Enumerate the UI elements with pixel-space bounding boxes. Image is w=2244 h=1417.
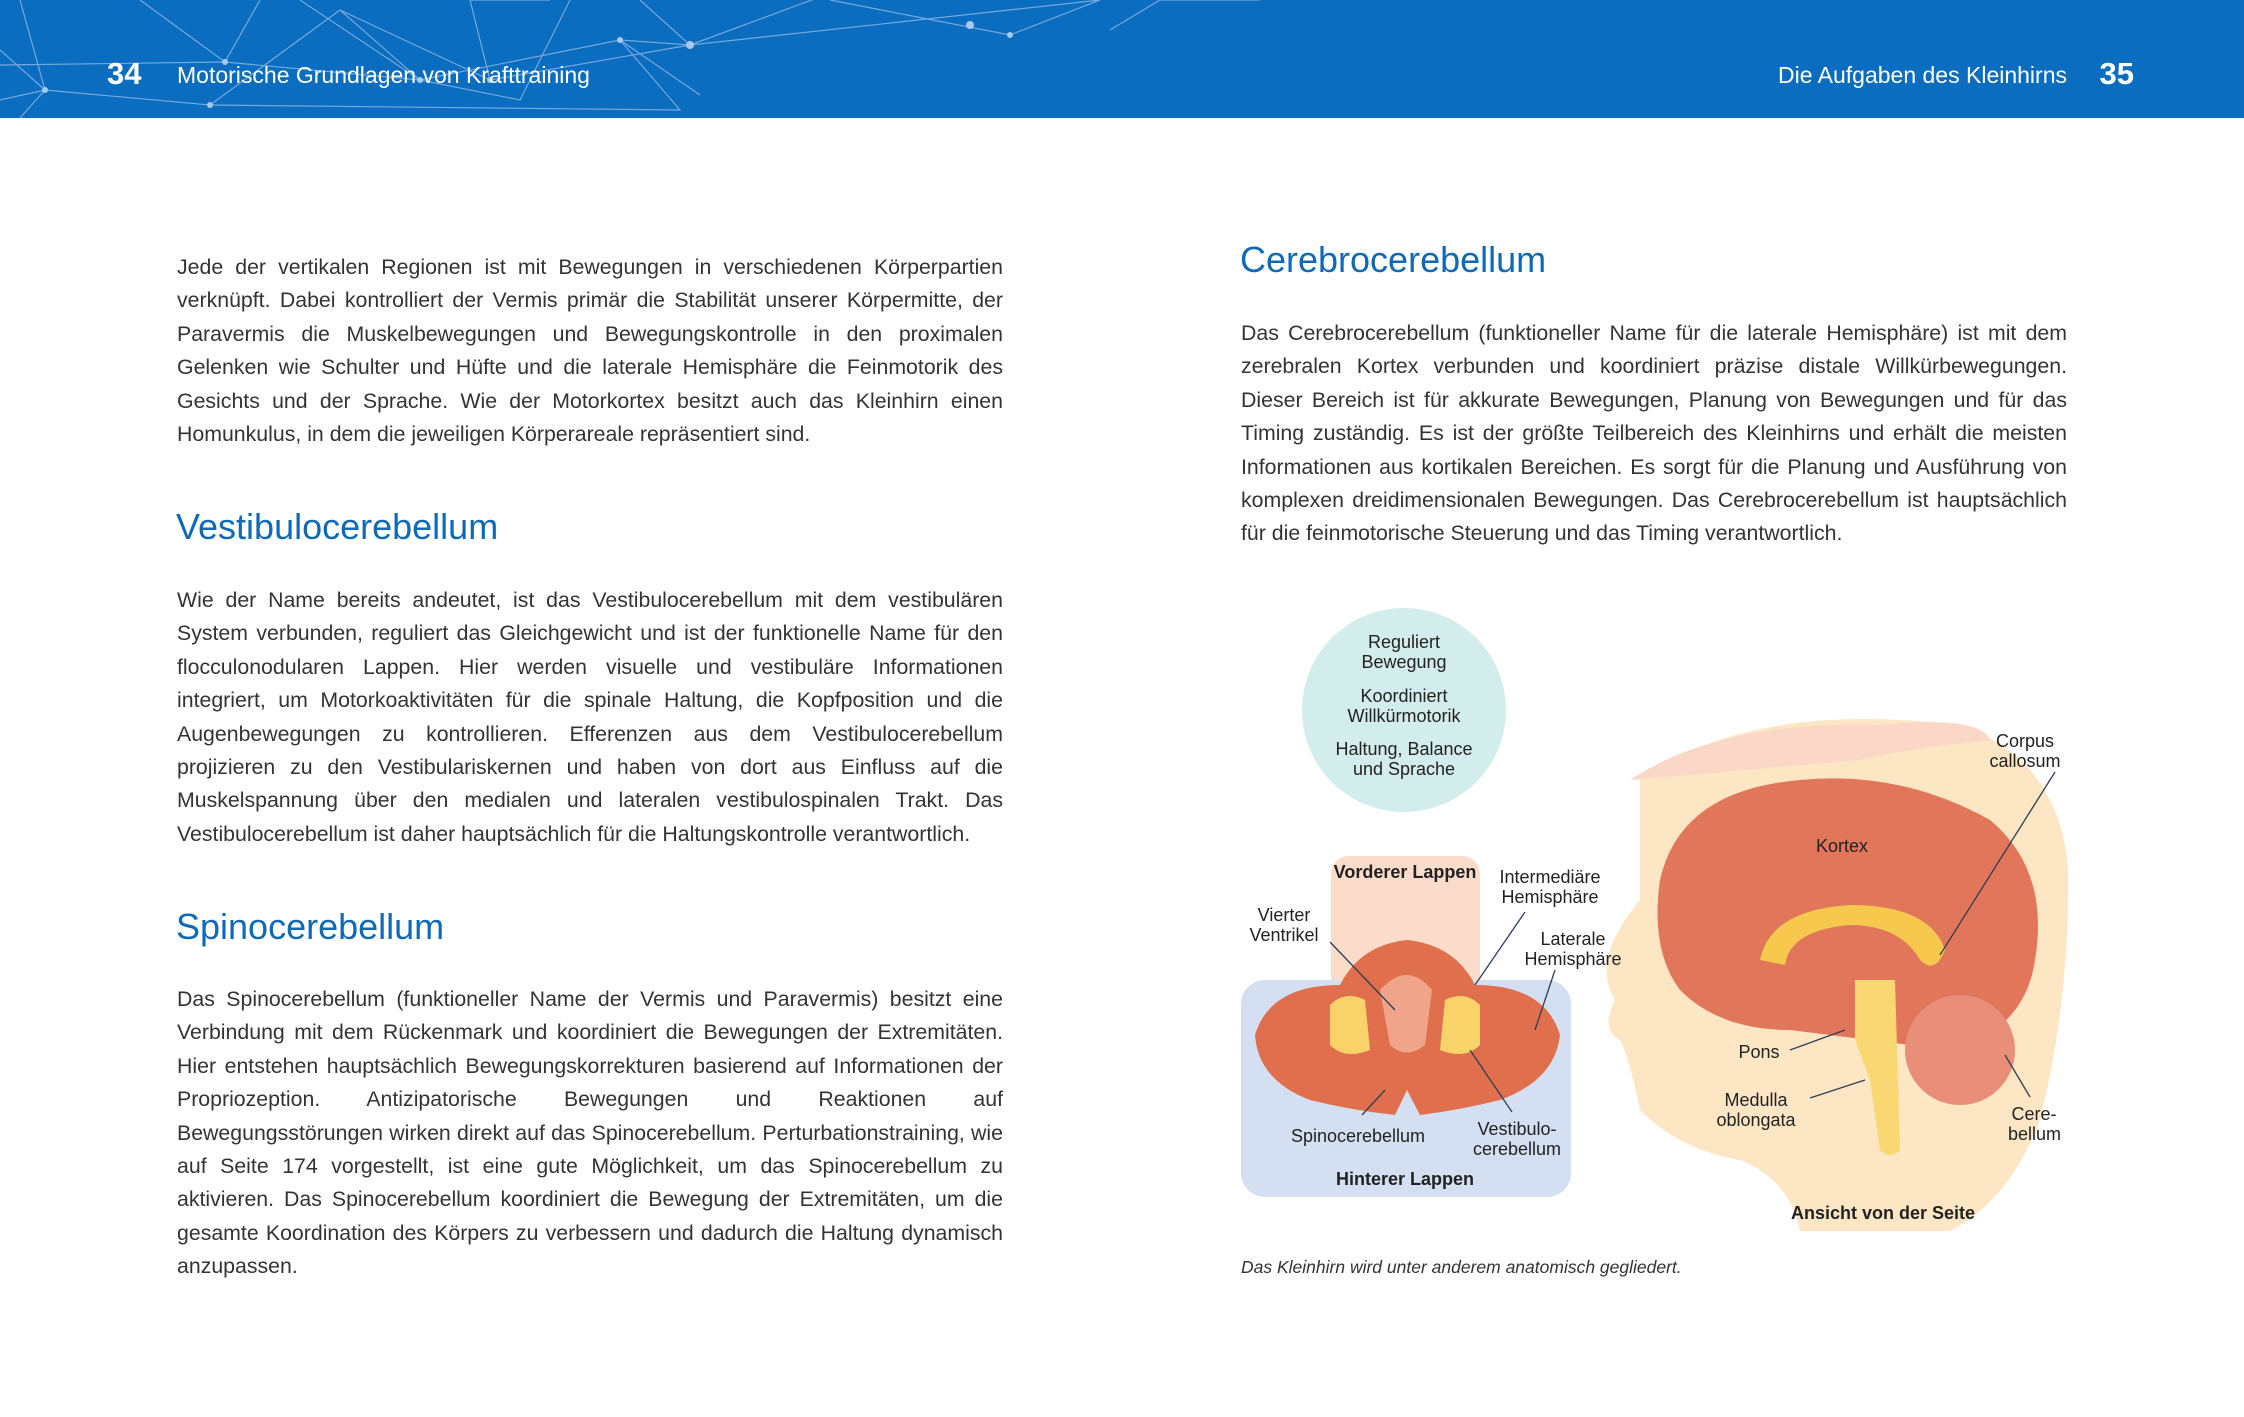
label-posterior-lobe: Hinterer Lappen <box>1335 1169 1475 1189</box>
label-lateral-hemisphere: Laterale Hemisphäre <box>1524 929 1622 969</box>
circle-item-2: Koordiniert Willkürmotorik <box>1347 686 1461 726</box>
left-page-number: 34 <box>107 56 142 91</box>
head-side-view <box>1607 719 2068 1231</box>
heading-spinocerebellum: Spinocerebellum <box>176 906 445 947</box>
label-corpus-callosum: Corpus callosum <box>1989 731 2061 771</box>
left-running-title: Motorische Grundlagen von Krafttraining <box>177 62 590 88</box>
right-running-title: Die Aufgaben des Kleinhirns <box>1778 62 2067 88</box>
heading-cerebrocerebellum: Cerebrocerebellum <box>1240 239 1547 280</box>
figure-caption: Das Kleinhirn wird unter anderem anatomisch gegliedert. <box>1241 1257 1682 1277</box>
spinocerebellum-paragraph: Das Spinocerebellum (funktioneller Name der Vermis und Paravermis) besitzt eine Verbindung mit dem Rückenmark und koordiniert die Bewegungen der Extremitäten. Hier entstehen hauptsächlich Bewegungskorrekturen basierend auf Informationen der Propriozeption. Antizipatorische Bewegungen und Reaktionen auf Bewegungsstörungen wirken direkt auf das Spinocerebellum. Perturbationstraining, wie auf Seite 174 vorgestellt, ist eine gute Möglichkeit, um das Spinocerebellum zu aktivieren. Das Spinocerebellum koordiniert die Bewegung der Extremitäten, um die gesamte Koordination des Körpers zu verbessern und dadurch die Haltung dynamisch anzupassen. <box>177 987 1003 1279</box>
cerebrocerebellum-paragraph: Das Cerebrocerebellum (funktioneller Name für die laterale Hemisphäre) ist mit dem zerebralen Kortex verbunden und koordiniert präzise distale Willkürbewegungen. Dieser Bereich ist für akkurate Bewegungen, Planung von Bewegungen und für das Timing zuständig. Es ist der größte Teilbereich des Kleinhirns und erhält die meisten Informationen aus kortikalen Bereichen. Es sorgt für die Planung und Ausführung von komplexen dreidimensionalen Bewegungen. Das Cerebrocerebellum ist hauptsächlich für die feinmotorische Steuerung und das Timing verantwortlich. <box>1241 321 2067 546</box>
label-intermediate-hemisphere: Intermediäre Hemisphäre <box>1499 867 1601 907</box>
label-cortex: Kortex <box>1815 836 1869 856</box>
vestibulocerebellum-paragraph: Wie der Name bereits andeutet, ist das Vestibulocerebellum mit dem vestibulären System verbunden, reguliert das Gleichgewicht und ist der funktionelle Name für den flocculonodularen Lappen. Hier werden visuelle und vestibuläre Informationen integriert, um Motorkoaktivitäten für die spinale Haltung, die Kopfposition und die Augenbewegungen zu kontrollieren. Efferenzen aus dem Vestibulocerebellum projizieren zu den Vestibulariskernen und haben von dort aus Einfluss auf die Muskelspannung über den medialen und lateralen vestibulospinalen Trakt. Das Vestibulocerebellum ist daher hauptsächlich für die Haltungskontrolle verantwortlich. <box>177 588 1003 846</box>
label-vestibulocerebellum: Vestibulo-cerebellum <box>1472 1119 1562 1159</box>
cerebellum-top-view <box>1255 940 1560 1115</box>
circle-item-3: Haltung, Balance und Sprache <box>1335 739 1473 779</box>
label-cerebellum: Cere-bellum <box>2008 1104 2062 1144</box>
label-medulla-oblongata: Medulla oblongata <box>1716 1090 1796 1130</box>
label-anterior-lobe: Vorderer Lappen <box>1333 862 1477 882</box>
label-pons: Pons <box>1738 1042 1780 1062</box>
heading-vestibulocerebellum: Vestibulocerebellum <box>176 506 499 547</box>
circle-item-1: Reguliert Bewegung <box>1361 632 1447 672</box>
intro-paragraph: Jede der vertikalen Regionen ist mit Bewegungen in verschiedenen Körperpartien verknüpft. Dabei kontrolliert der Vermis primär die Stabilität unserer Körpermitte, der Paravermis die Muskelbewegungen und Bewegungskontrolle in den proximalen Gelenken wie Schulter und Hüfte und die laterale Hemisphäre die Feinmotorik des Gesichts und der Sprache. Wie der Motorkortex besitzt auch das Kleinhirn einen Homunkulus, in dem die jeweiligen Körperareale repräsentiert sind. <box>177 255 1003 447</box>
label-side-view: Ansicht von der Seite <box>1790 1203 1976 1223</box>
right-page-number: 35 <box>2099 56 2134 91</box>
label-fourth-ventricle: Vierter Ventrikel <box>1249 905 1319 945</box>
label-spinocerebellum: Spinocerebellum <box>1290 1126 1426 1146</box>
